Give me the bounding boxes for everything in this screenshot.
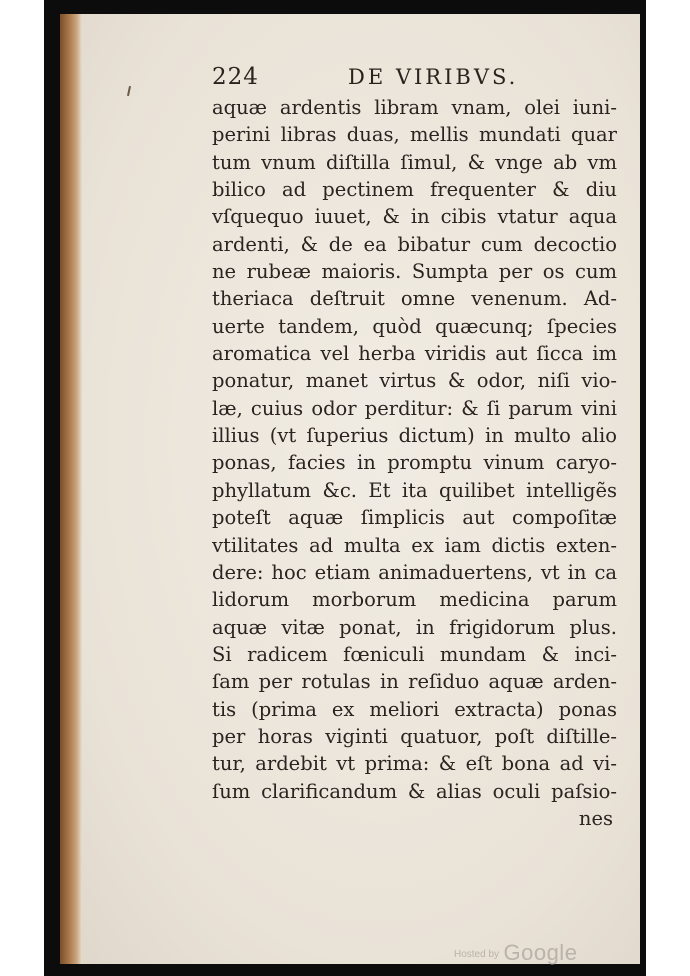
text-line: læ, cuius odor perditur: & ſi parum vini	[212, 396, 617, 420]
text-line: ſam per rotulas in reſiduo aquæ arden-	[212, 670, 617, 694]
catchword: nes	[578, 806, 613, 830]
running-head: DE VIRIBVS.	[348, 65, 519, 89]
text-line: uerte tandem, quòd quæcunq; ſpecies	[212, 314, 617, 338]
watermark-prefix: Hosted by	[454, 949, 500, 960]
text-line: tum vnum diſtilla ſimul, & vnge ab vm	[212, 150, 617, 174]
text-line: ſum clarificandum & alias oculi paſsio-	[212, 779, 617, 803]
text-line: vtilitates ad multa ex iam dictis exten-	[212, 533, 617, 557]
text-line: ne rubeæ maioris. Sumpta per os cum	[212, 260, 617, 284]
text-line: aromatica vel herba viridis aut ſicca im	[212, 342, 617, 366]
text-line: ponatur, manet virtus & odor, niſi vio-	[212, 369, 617, 393]
text-line: illius (vt ſuperius dictum) in multo alio	[212, 424, 617, 448]
text-line: phyllatum &c. Et ita quilibet intelligẽs	[212, 478, 617, 502]
text-line: aquæ vitæ ponat, in frigidorum plus.	[212, 615, 617, 639]
text-line: perini libras duas, mellis mundati quar	[212, 123, 617, 147]
text-line: ponas, facies in promptu vinum caryo-	[212, 451, 617, 475]
text-line: aquæ ardentis libram vnam, olei iuni-	[212, 96, 617, 119]
body-text	[212, 94, 617, 832]
text-line: lidorum morborum medicina parum	[212, 588, 617, 612]
page-header	[212, 64, 612, 94]
text-line: bilico ad pectinem frequenter & diu	[212, 178, 617, 202]
text-line: poteſt aquæ ſimplicis aut compoſitæ	[212, 506, 617, 530]
text-line: dere: hoc etiam animaduertens, vt in ca	[212, 560, 617, 584]
hosted-by-watermark	[454, 940, 577, 968]
text-line: tur, ardebit vt prima: & eſt bona ad vi-	[212, 752, 617, 776]
text-line: per horas viginti quatuor, poſt diſtille-	[212, 724, 617, 748]
page-gutter-shadow	[60, 14, 82, 964]
google-logo: Google	[503, 940, 578, 965]
text-line: theriaca deſtruit omne venenum. Ad-	[212, 287, 617, 311]
text-line: tis (prima ex meliori extracta) ponas	[212, 697, 617, 721]
text-line: vſquequo iuuet, & in cibis vtatur aqua	[212, 205, 617, 229]
text-line: ardenti, & de ea bibatur cum decoctio	[212, 232, 617, 256]
page-number: 224	[212, 64, 259, 90]
text-line: Si radicem fœniculi mundam & inci-	[212, 642, 617, 666]
